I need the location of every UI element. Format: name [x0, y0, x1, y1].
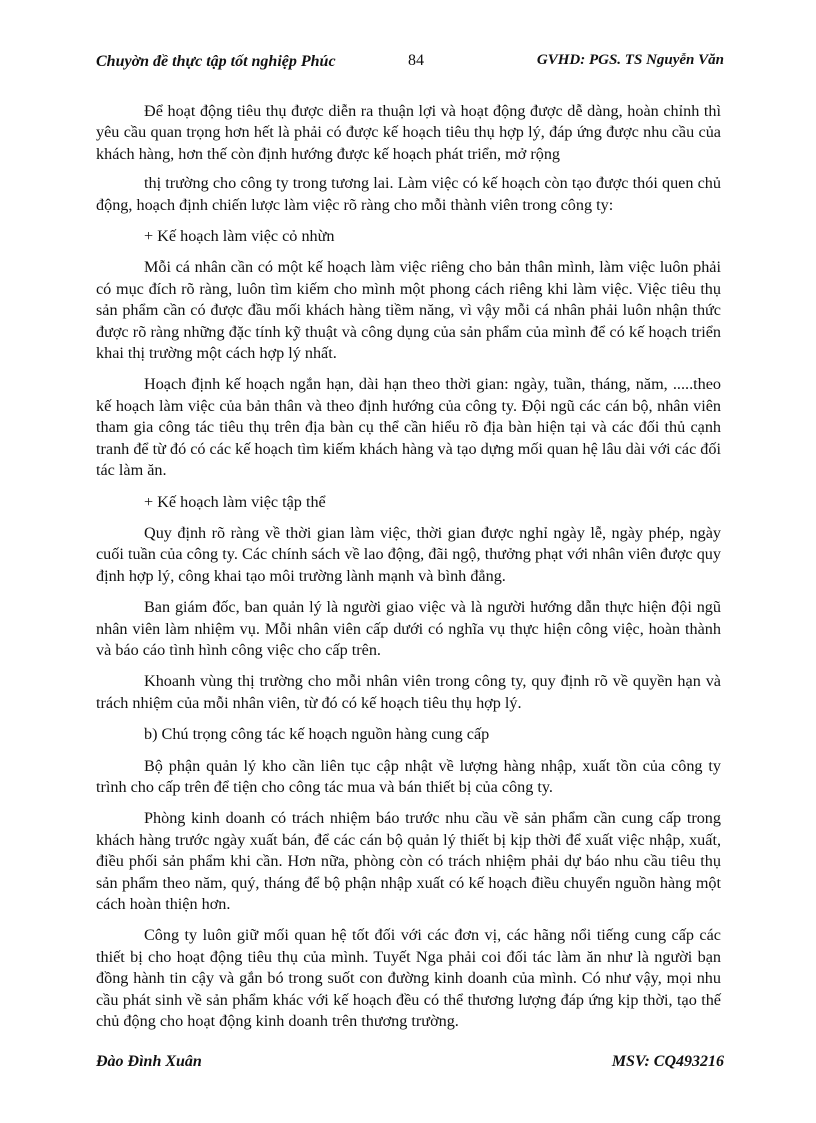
paragraph: Để hoạt động tiêu thụ được diễn ra thuận lợi và hoạt động được dễ dàng, hoàn chỉnh thì yêu cầu quan trọng hơn hết là phải có được kế hoạch tiêu thụ hợp lý, đáp ứng được nhu cầu của khách hàng, hơn thế còn định hướng được kế hoạch phát triển, mở rộng	[96, 102, 721, 163]
paragraph: Quy định rõ ràng về thời gian làm việc, thời gian được nghỉ ngày lễ, ngày phép, ngày cuối tuần của công ty. Các chính sách về lao động, đãi ngộ, thưởng phạt với nhân viên được quy định hợp lý, công khai tạo môi trường lành mạnh và bình đẳng.	[96, 523, 721, 585]
paragraph: Bộ phận quản lý kho cần liên tục cập nhật về lượng hàng nhập, xuất tồn của công ty trình cho cấp trên để tiện cho công tác mua và bán thiết bị của công ty.	[96, 756, 721, 796]
section-heading: + Kế hoạch làm việc tập thể	[144, 492, 326, 511]
paragraph: Khoanh vùng thị trường cho mỗi nhân viên trong công ty, quy định rõ về quyền hạn và trách nhiệm của mỗi nhân viên, từ đó có kế hoạch tiêu thụ hợp lý.	[96, 672, 721, 712]
paragraph: Phòng kinh doanh có trách nhiệm báo trước nhu cầu về sản phẩm cần cung cấp trong khách hàng trước ngày xuất bán, để các cán bộ quản lý thiết bị kịp thời để xuất việc nhập, xuất, điều phối sản phẩm khi cần. Hơn nữa, phòng còn có trách nhiệm phải dự báo nhu cầu tiêu thụ sản phẩm theo năm, quý, tháng để bộ phận nhập xuất có kế hoạch điều chuyển nguồn hàng một cách hoàn thiện hơn.	[96, 809, 721, 913]
paragraph: thị trường cho công ty trong tương lai. Làm việc có kế hoạch còn tạo được thói quen chủ động, hoạch định chiến lược làm việc rõ ràng cho mỗi thành viên trong công ty:	[96, 174, 721, 214]
page-number: 84	[408, 52, 424, 69]
footer-student-id: MSV: CQ493216	[611, 1053, 724, 1070]
header-title: Chuyờn đề thực tập tốt nghiệp Phúc	[96, 53, 336, 70]
document-body	[96, 101, 721, 1042]
paragraph: Công ty luôn giữ mối quan hệ tốt đối với các đơn vị, các hãng nổi tiếng cung cấp các thiết bị cho hoạt động tiêu thụ của mình. Tuyết Nga phải coi đối tác làm ăn như là người bạn đồng hành tin cậy và gắn bó trong suốt con đường kinh doanh của mình. Có như vậy, mọi nhu cầu phát sinh về sản phẩm khác với kế hoạch đều có thể thương lượng đáp ứng kịp thời, tạo thế chủ động cho hoạt động kinh doanh trên thương trường.	[96, 926, 721, 1031]
footer-author: Đào Đình Xuân	[96, 1053, 202, 1070]
header-supervisor: GVHD: PGS. TS Nguyễn Văn	[536, 52, 724, 68]
paragraph: Mỗi cá nhân cần có một kế hoạch làm việc riêng cho bản thân mình, làm việc luôn phải có mục đích rõ ràng, luôn tìm kiếm cho mình một phong cách riêng khi làm việc. Việc tiêu thụ sản phẩm cần có được đầu mối khách hàng tiềm năng, vì vậy mỗi cá nhân phải luôn nhận thức được rõ ràng những đặc tính kỹ thuật và công dụng của sản phẩm của mình để có kế hoạch triển khai thị trường một cách hợp lý nhất.	[96, 258, 721, 363]
paragraph: Hoạch định kế hoạch ngắn hạn, dài hạn theo thời gian: ngày, tuần, tháng, năm, .....theo kế hoạch làm việc của bản thân và theo định hướng của công ty. Đội ngũ các cán bộ, nhân viên tham gia công tác tiêu thụ trên địa bàn cụ thể cần hiểu rõ địa bàn hiện tại và các đối thủ cạnh tranh để từ đó có các kế hoạch tìm kiếm khách hàng và tạo dựng mối quan hệ lâu dài với các đối tác làm ăn.	[96, 375, 721, 480]
section-heading: + Kế hoạch làm việc cỏ nhừn	[144, 227, 335, 246]
page-header	[96, 52, 724, 92]
paragraph: Ban giám đốc, ban quản lý là người giao việc và là người hướng dẫn thực hiện đội ngũ nhân viên làm nhiệm vụ. Mỗi nhân viên cấp dưới có nghĩa vụ thực hiện công việc, hoàn thành và báo cáo tình hình công việc cho cấp trên.	[96, 598, 721, 659]
section-heading: b) Chú trọng công tác kế hoạch nguồn hàng cung cấp	[144, 725, 490, 744]
